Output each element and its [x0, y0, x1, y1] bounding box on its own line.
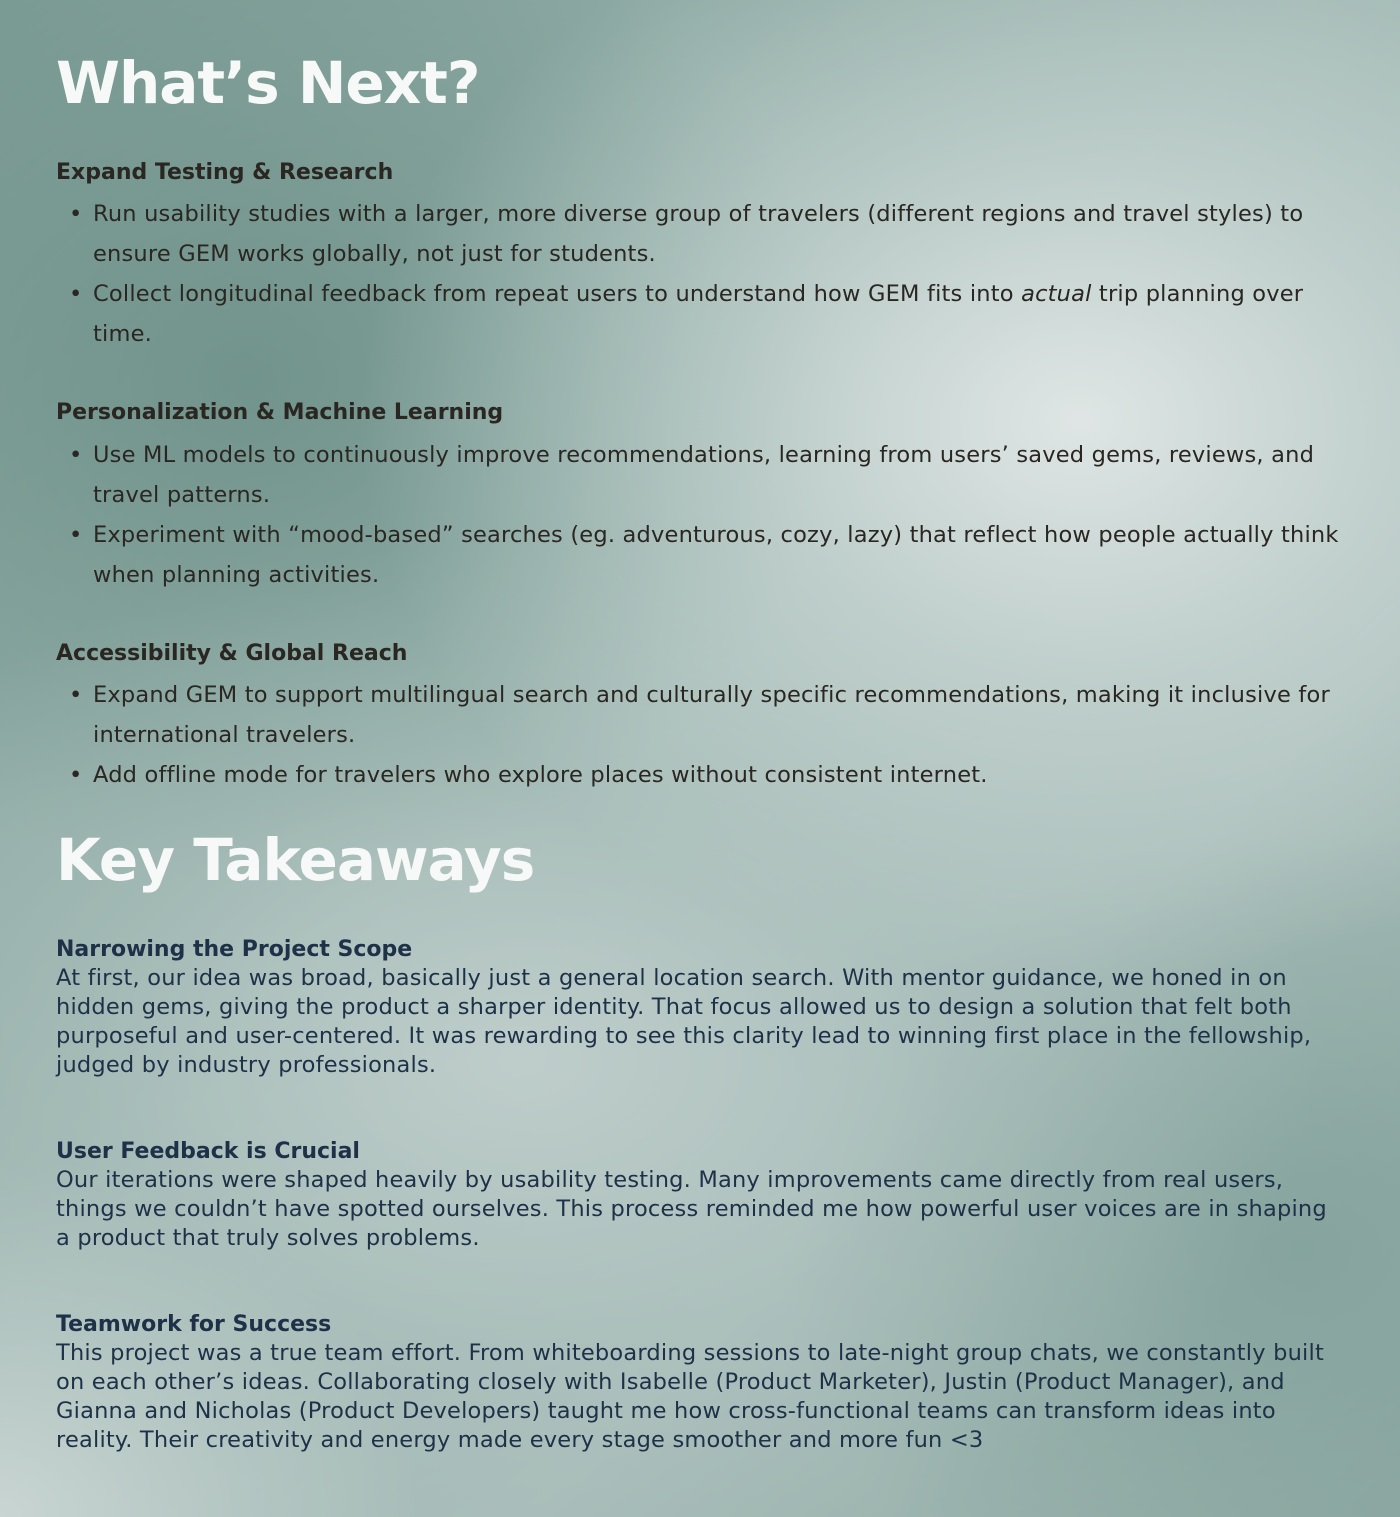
bullet-item: • Experiment with “mood-based” searches (eg. adventurous, cozy, lazy) that reflect how people actually think when planning activities.: [93, 515, 1344, 595]
next-group-testing: [56, 160, 1344, 354]
bullet-text: Collect longitudinal feedback from repeat users to understand how GEM fits into: [93, 281, 1022, 308]
group-heading: Expand Testing & Research: [56, 160, 394, 185]
takeaway-heading: Narrowing the Project Scope: [56, 937, 413, 963]
bullet-text: trip planning over time.: [93, 281, 1304, 348]
bullet-item: • Add offline mode for travelers who explore places without consistent internet.: [93, 755, 1344, 795]
bullet-list: [56, 435, 1344, 595]
takeaway-scope: [56, 935, 1344, 1080]
takeaway-body: Our iterations were shaped heavily by usability testing. Many improvements came directly from real users, things we couldn’t have spotted ourselves. This process reminded me how powerful user voices are in shaping a product that truly solves problems.: [56, 1167, 1327, 1252]
bullet-item: • Run usability studies with a larger, more diverse group of travelers (different regions and travel styles) to ensure GEM works globally, not just for students.: [93, 194, 1344, 274]
group-heading: Accessibility & Global Reach: [56, 640, 408, 666]
bullet-list: [56, 675, 1344, 795]
takeaway-feedback: [56, 1137, 1344, 1253]
bullet-list: [56, 194, 1344, 354]
takeaway-body: At first, our idea was broad, basically just a general location search. With mentor guidance, we honed in on hidden gems, giving the product a sharper identity. That focus allowed us to design a solution that felt both purposeful and user-centered. It was rewarding to see this clarity lead to winning first place in the fellowship, judged by industry professionals.: [56, 965, 1312, 1079]
takeaway-teamwork: [56, 1310, 1344, 1455]
group-heading: Personalization & Machine Learning: [56, 400, 504, 426]
bullet-item: • Expand GEM to support multilingual search and culturally specific recommendations, making it inclusive for international travelers.: [93, 675, 1344, 755]
whats-next-title: What’s Next?: [56, 49, 480, 117]
next-group-accessibility: [56, 641, 1344, 795]
takeaway-body: This project was a true team effort. From whiteboarding sessions to late-night group chats, we constantly built on each other’s ideas. Collaborating closely with Isabelle (Product Marketer), Justin (Product Manager), and Gianna and Nicholas (Product Developers) taught me how cross-functional teams can transform ideas into reality. Their creativity and energy made every stage smoother and more fun <3: [56, 1340, 1324, 1454]
key-takeaways-title: Key Takeaways: [56, 826, 535, 895]
bullet-item: • Use ML models to continuously improve recommendations, learning from users’ saved gems, reviews, and travel patterns.: [93, 435, 1344, 515]
bullet-item: [93, 274, 1344, 354]
takeaway-heading: Teamwork for Success: [56, 1312, 332, 1338]
next-group-personalization: [56, 400, 1344, 594]
takeaway-heading: User Feedback is Crucial: [56, 1139, 360, 1165]
bullet-emphasis: actual: [1021, 281, 1092, 308]
